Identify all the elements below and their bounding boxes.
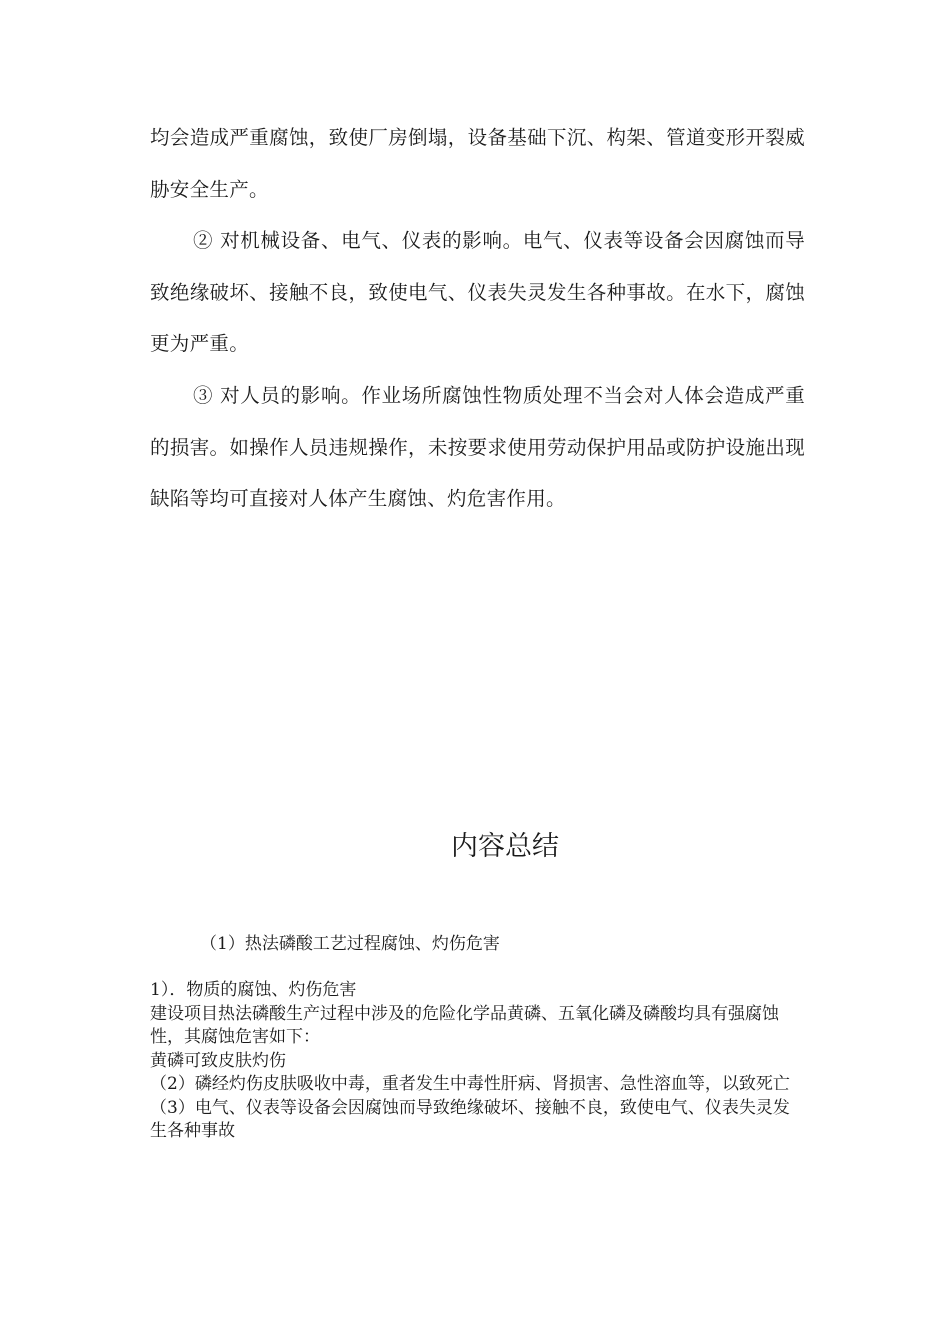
summary-line: 1）．物质的腐蚀、灼伤危害	[150, 980, 357, 1000]
summary-line: （2）磷经灼伤皮肤吸收中毒，重者发生中毒性肝病、肾损害、急性溶血等，以致死亡	[150, 1074, 790, 1094]
summary-line: （3）电气、仪表等设备会因腐蚀而导致绝缘破坏、接触不良，致使电气、仪表失灵发生各种事故	[150, 1097, 790, 1141]
summary-title: 内容总结	[451, 831, 559, 862]
summary-line: 黄磷可致皮肤灼伤	[150, 1050, 286, 1071]
body-paragraph-1: 均会造成严重腐蚀，致使厂房倒塌，设备基础下沉、构架、管道变形开裂威胁安全生产。	[150, 126, 805, 201]
body-paragraph-2: ② 对机械设备、电气、仪表的影响。电气、仪表等设备会因腐蚀而导致绝缘破坏、接触不良，致使电气、仪表失灵发生各种事故。在水下，腐蚀更为严重。	[150, 229, 805, 355]
summary-list	[150, 979, 800, 1144]
summary-line: 建设项目热法磷酸生产过程中涉及的危险化学品黄磷、五氧化磷及磷酸均具有强腐蚀性，其腐蚀危害如下：	[150, 1003, 779, 1047]
body-paragraph-3: ③ 对人员的影响。作业场所腐蚀性物质处理不当会对人体会造成严重的损害。如操作人员违规操作，未按要求使用劳动保护用品或防护设施出现缺陷等均可直接对人体产生腐蚀、灼危害作用。	[150, 384, 805, 510]
summary-subtitle: （1）热法磷酸工艺过程腐蚀、灼伤危害	[200, 934, 500, 954]
